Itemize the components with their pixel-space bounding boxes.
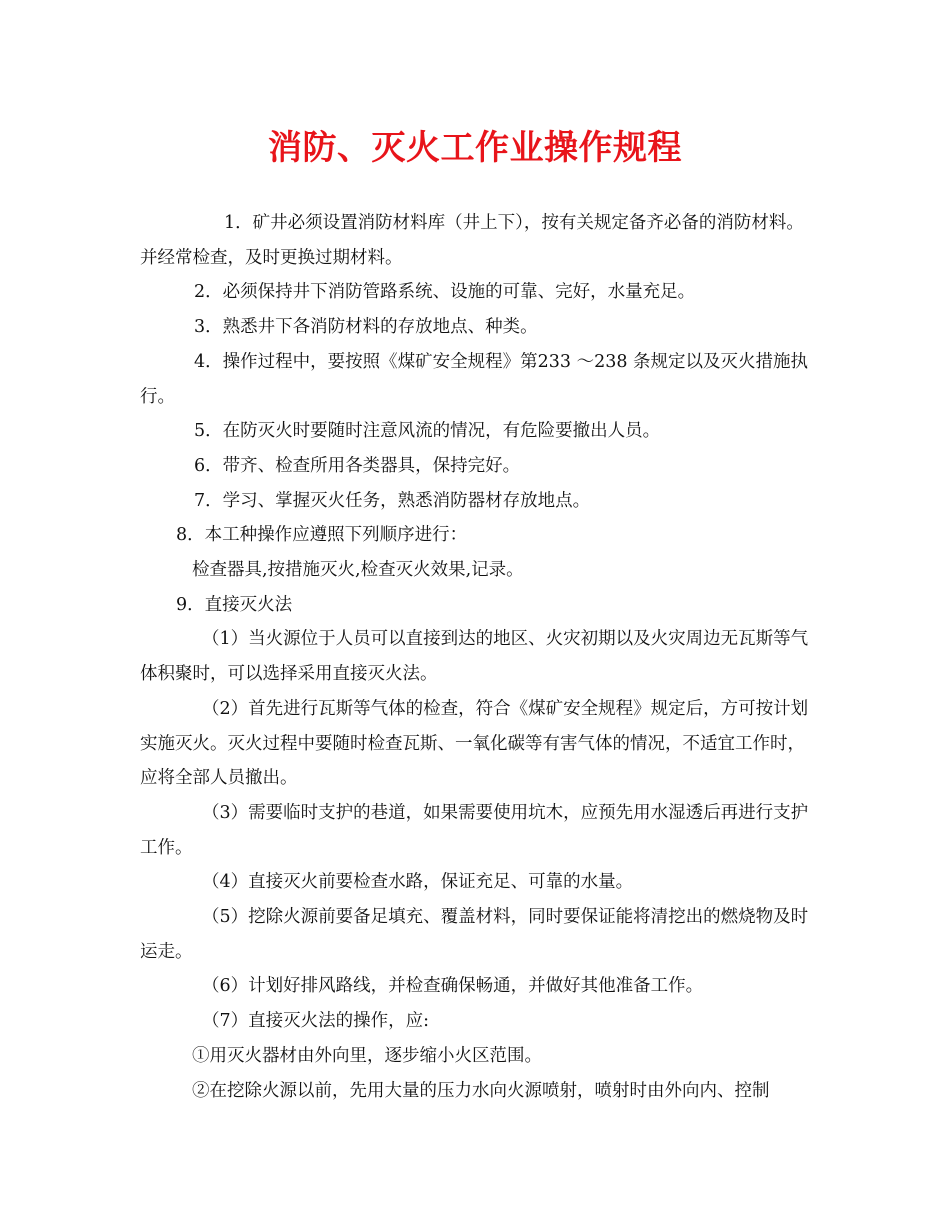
paragraph-7: 7．学习、掌握灭火任务，熟悉消防器材存放地点。: [194, 490, 591, 511]
paragraph-9-3: （3）需要临时支护的巷道，如果需要使用坑木，应预先用水湿透后再进行支护工作。: [140, 802, 809, 858]
paragraph-9-6: （6）计划好排风路线，并检查确保畅通，并做好其他准备工作。: [202, 976, 704, 997]
paragraph-9-4: （4）直接灭火前要检查水路，保证充足、可靠的水量。: [202, 872, 634, 893]
paragraph-9-1: （1）当火源位于人员可以直接到达的地区、火灾初期以及火灾周边无瓦斯等气体积聚时，可以选择采用直接灭火法。: [140, 629, 809, 685]
paragraph-9-7-b: ②在挖除火源以前，先用大量的压力水向火源喷射，喷射时由外向内、控制: [192, 1080, 770, 1101]
page-title: 消防、灭火工作业操作规程: [268, 128, 682, 168]
paragraph-3: 3．熟悉井下各消防材料的存放地点、种类。: [194, 317, 538, 338]
paragraph-4: 4．操作过程中，要按照《煤矿安全规程》第233 ～238 条规定以及灭火措施执行。: [140, 351, 809, 407]
paragraph-8-steps: 检查器具,按措施灭火,检查灭火效果,记录。: [192, 560, 524, 581]
paragraph-9-5: （5）挖除火源前要备足填充、覆盖材料，同时要保证能将清挖出的燃烧物及时运走。: [140, 907, 809, 962]
paragraph-9-7-a: ①用灭火器材由外向里，逐步缩小火区范围。: [192, 1045, 542, 1066]
document-body: [140, 206, 812, 1108]
paragraph-9-7: （7）直接灭火法的操作，应:: [202, 1011, 430, 1032]
paragraph-9: 9．直接灭火法: [176, 594, 293, 615]
paragraph-8: 8．本工种操作应遵照下列顺序进行：: [176, 525, 468, 546]
paragraph-1: 1．矿井必须设置消防材料库（井上下），按有关规定备齐必备的消防材料。并经常检查，及时更换过期材料。: [140, 213, 804, 268]
paragraph-2: 2．必须保持井下消防管路系统、设施的可靠、完好，水量充足。: [194, 282, 696, 303]
paragraph-6: 6．带齐、检查所用各类器具，保持完好。: [194, 455, 521, 476]
paragraph-5: 5．在防灭火时要随时注意风流的情况，有危险要撤出人员。: [194, 421, 661, 442]
paragraph-9-2: （2）首先进行瓦斯等气体的检查，符合《煤矿安全规程》规定后，方可按计划实施灭火。灭火过程中要随时检查瓦斯、一氧化碳等有害气体的情况，不适宜工作时，应将全部人员撤出。: [140, 698, 809, 789]
